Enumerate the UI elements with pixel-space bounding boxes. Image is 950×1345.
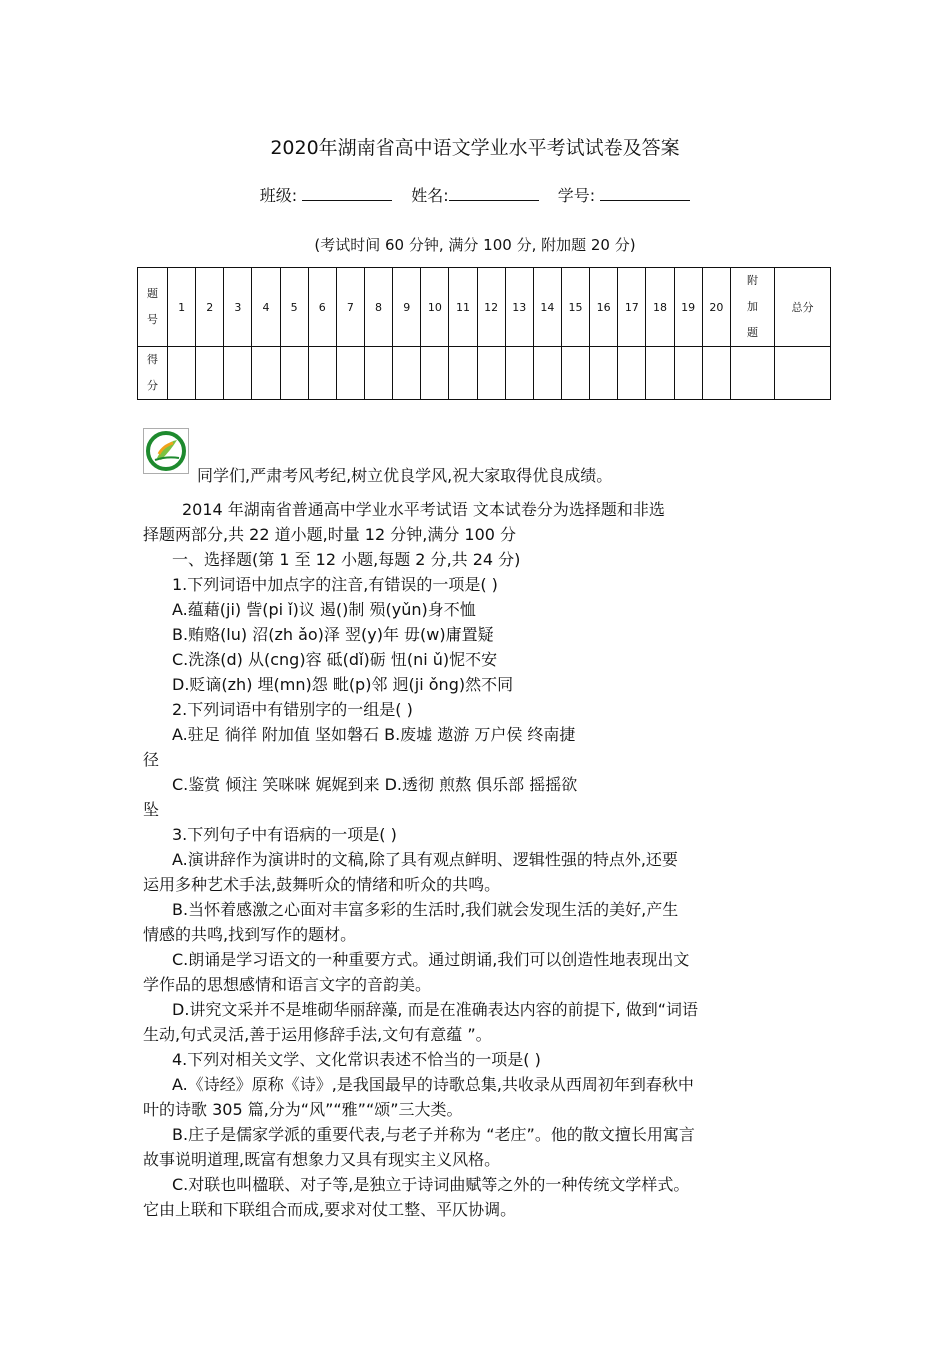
question-number-cell: 18	[646, 268, 674, 347]
question-number-cell: 1	[168, 268, 196, 347]
score-row	[138, 347, 831, 400]
score-cell[interactable]	[702, 347, 730, 400]
score-cell[interactable]	[477, 347, 505, 400]
option-text: C.朗诵是学习语文的一种重要方式。通过朗诵,我们可以创造性地表现出文	[172, 950, 690, 969]
question-number-header	[138, 268, 168, 347]
score-cell[interactable]	[280, 347, 308, 400]
total-score-cell[interactable]	[775, 347, 831, 400]
question-stem: 1.下列词语中加点字的注音,有错误的一项是( )	[172, 575, 498, 594]
name-label: 姓名:	[411, 186, 449, 205]
class-field[interactable]	[302, 186, 392, 201]
question-number-cell: 20	[702, 268, 730, 347]
score-table	[137, 267, 831, 400]
score-cell[interactable]	[533, 347, 561, 400]
page-title: 2020年湖南省高中语文学业水平考试试卷及答案	[270, 137, 680, 159]
question-number-cell: 4	[252, 268, 280, 347]
option-text: 情感的共鸣,找到写作的题材。	[143, 925, 357, 944]
option-text: B.当怀着感激之心面对丰富多彩的生活时,我们就会发现生活的美好,产生	[172, 900, 679, 919]
question-number-cell: 12	[477, 268, 505, 347]
score-cell[interactable]	[646, 347, 674, 400]
question-number-cell: 15	[561, 268, 589, 347]
question-number-cell: 17	[618, 268, 646, 347]
student-id-label: 学号:	[557, 186, 596, 205]
question-number-cell: 5	[280, 268, 308, 347]
option-text: 叶的诗歌 305 篇,分为“风”“雅”“颂”三大类。	[143, 1100, 463, 1119]
score-cell[interactable]	[308, 347, 336, 400]
intro-line: 2014 年湖南省普通高中学业水平考试语 文本试卷分为选择题和非选	[182, 500, 665, 519]
question-stem: 2.下列词语中有错别字的一组是( )	[172, 700, 413, 719]
option-text: 它由上联和下联组合而成,要求对仗工整、平仄协调。	[143, 1200, 517, 1219]
question-number-cell: 16	[590, 268, 618, 347]
extra-question-label: 附加题	[747, 274, 758, 339]
question-number-cell: 11	[449, 268, 477, 347]
score-row-label: 得分	[147, 353, 158, 392]
question-stem: 4.下列对相关文学、文化常识表述不恰当的一项是( )	[172, 1050, 541, 1069]
option-text: C.鉴赏 倾注 笑咪咪 娓娓到来 D.透彻 煎熬 俱乐部 摇摇欲	[172, 775, 578, 794]
school-logo-icon	[143, 428, 189, 474]
score-row-header	[138, 347, 168, 400]
score-cell[interactable]	[505, 347, 533, 400]
option-text: 径	[143, 750, 160, 769]
option-text: A.蕴藉(ji) 訾(pi ǐ)议 遏()制 殒(yǔn)身不恤	[172, 600, 476, 619]
question-number-cell: 7	[336, 268, 364, 347]
option-text: 故事说明道理,既富有想象力又具有现实主义风格。	[143, 1150, 501, 1169]
question-number-header-label: 题号	[147, 287, 158, 326]
question-number-cell: 8	[364, 268, 392, 347]
score-cell[interactable]	[449, 347, 477, 400]
option-text: B.庄子是儒家学派的重要代表,与老子并称为 “老庄”。他的散文擅长用寓言	[172, 1125, 695, 1144]
question-number-cell: 9	[393, 268, 421, 347]
score-cell[interactable]	[421, 347, 449, 400]
extra-question-header	[731, 268, 775, 347]
question-number-cell: 3	[224, 268, 252, 347]
option-text: 学作品的思想感情和语言文字的音韵美。	[143, 975, 432, 994]
section-heading: 一、选择题(第 1 至 12 小题,每题 2 分,共 24 分)	[172, 550, 521, 569]
score-cell[interactable]	[618, 347, 646, 400]
exam-time-note: (考试时间 60 分钟, 满分 100 分, 附加题 20 分)	[314, 236, 636, 254]
score-cell[interactable]	[196, 347, 224, 400]
option-text: A.《诗经》原称《诗》,是我国最早的诗歌总集,共收录从西周初年到春秋中	[172, 1075, 694, 1094]
student-info-row	[0, 183, 950, 206]
option-text: D.讲究文采并不是堆砌华丽辞藻, 而是在准确表达内容的前提下, 做到“词语	[172, 1000, 699, 1019]
class-label: 班级:	[259, 186, 298, 205]
score-cell[interactable]	[364, 347, 392, 400]
name-field[interactable]	[449, 186, 539, 201]
question-number-cell: 19	[674, 268, 702, 347]
question-number-cell: 10	[421, 268, 449, 347]
option-text: A.驻足 徜徉 附加值 坚如磐石 B.废墟 遨游 万户侯 终南捷	[172, 725, 576, 744]
option-text: 坠	[143, 800, 160, 819]
question-number-cell: 14	[533, 268, 561, 347]
score-cell[interactable]	[168, 347, 196, 400]
question-number-row	[138, 268, 831, 347]
question-number-cell: 6	[308, 268, 336, 347]
question-number-cell: 13	[505, 268, 533, 347]
option-text: B.贿赂(lu) 沼(zh ǎo)泽 翌(y)年 毋(w)庸置疑	[172, 625, 494, 644]
option-text: 生动,句式灵活,善于运用修辞手法,文句有意蕴 ”。	[143, 1025, 492, 1044]
score-cell[interactable]	[224, 347, 252, 400]
score-cell[interactable]	[590, 347, 618, 400]
option-text: D.贬谪(zh) 埋(mn)怨 毗(p)邻 迥(ji ǒng)然不同	[172, 675, 514, 694]
score-cell[interactable]	[336, 347, 364, 400]
score-cell[interactable]	[561, 347, 589, 400]
extra-score-cell[interactable]	[731, 347, 775, 400]
student-id-field[interactable]	[600, 186, 690, 201]
total-score-header: 总分	[775, 268, 831, 347]
question-stem: 3.下列句子中有语病的一项是( )	[172, 825, 397, 844]
option-text: C.洗涤(d) 从(cng)容 砥(dǐ)砺 忸(ni ǔ)怩不安	[172, 650, 498, 669]
greeting-text: 同学们,严肃考风考纪,树立优良学风,祝大家取得优良成绩。	[197, 466, 613, 485]
option-text: A.演讲辞作为演讲时的文稿,除了具有观点鲜明、逻辑性强的特点外,还要	[172, 850, 678, 869]
option-text: 运用多种艺术手法,鼓舞听众的情绪和听众的共鸣。	[143, 875, 501, 894]
score-cell[interactable]	[674, 347, 702, 400]
score-cell[interactable]	[252, 347, 280, 400]
question-number-cell: 2	[196, 268, 224, 347]
option-text: C.对联也叫楹联、对子等,是独立于诗词曲赋等之外的一种传统文学样式。	[172, 1175, 690, 1194]
score-cell[interactable]	[393, 347, 421, 400]
intro-line: 择题两部分,共 22 道小题,时量 12 分钟,满分 100 分	[143, 525, 517, 544]
